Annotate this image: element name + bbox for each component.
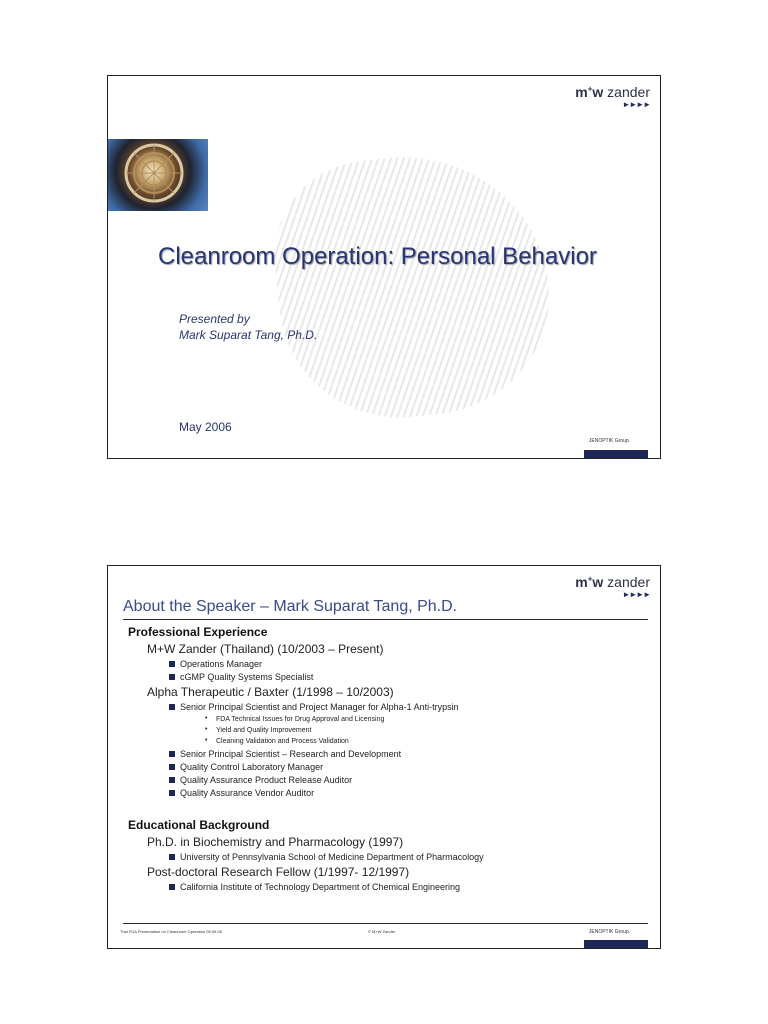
logo-arrows-icon: ►►►► — [622, 100, 650, 109]
jenoptik-group-label: JENOPTIK Group. — [588, 438, 630, 444]
footer-bar — [584, 450, 648, 459]
role-item: Operations Manager — [180, 659, 263, 669]
sub-role-item: • FDA Technical Issues for Drug Approval and Licensing — [216, 716, 384, 723]
degree-item: Ph.D. in Biochemistry and Pharmacology (1997) — [147, 835, 404, 849]
role-item: Senior Principal Scientist and Project Manager for Alpha-1 Anti-trypsin — [180, 702, 459, 712]
jenoptik-group-label: JENOPTIK Group. — [588, 929, 630, 935]
degree-detail: University of Pennsylvania School of Medicine Department of Pharmacology — [180, 852, 484, 862]
role-item: Quality Assurance Product Release Auditor — [180, 775, 353, 785]
footer-divider — [123, 923, 648, 924]
footer-bar — [584, 940, 648, 949]
presentation-date: May 2006 — [179, 420, 232, 434]
footer-copyright: © M+W Zander — [368, 929, 396, 934]
role-item: Quality Assurance Vendor Auditor — [180, 788, 315, 798]
title-divider — [123, 619, 648, 620]
sub-role-item: • Cleaning Validation and Process Validation — [216, 738, 349, 745]
presented-by-label: Presented by — [179, 312, 250, 326]
role-item: Quality Control Laboratory Manager — [180, 762, 324, 772]
footer-left-text: Thai FDA Presentation on Cleanroom Operation 09.05.06 — [120, 929, 222, 934]
logo-arrows-icon: ►►►► — [622, 590, 650, 599]
employer-item: M+W Zander (Thailand) (10/2003 – Present) — [147, 642, 384, 656]
mw-zander-logo: m+w zander ►►►► — [575, 84, 650, 109]
cleanroom-fan-image — [108, 139, 208, 211]
speaker-name: Mark Suparat Tang, Ph.D. — [179, 328, 318, 342]
professional-heading: Professional Experience — [128, 625, 268, 639]
slide-title: About the Speaker – Mark Suparat Tang, Ph.D. — [123, 598, 458, 615]
degree-item: Post-doctoral Research Fellow (1/1997- 12/1997) — [147, 865, 410, 879]
role-item: Senior Principal Scientist – Research and Development — [180, 749, 402, 759]
employer-item: Alpha Therapeutic / Baxter (1/1998 – 10/2003) — [147, 685, 394, 699]
role-item: cGMP Quality Systems Specialist — [180, 672, 314, 682]
presenter-block — [179, 311, 317, 343]
background-pattern — [265, 143, 561, 430]
degree-detail: California Institute of Technology Department of Chemical Engineering — [180, 882, 460, 892]
mw-zander-logo: m+w zander ►►►► — [575, 574, 650, 599]
sub-role-item: • Yield and Quality Improvement — [216, 727, 311, 734]
title-slide — [107, 75, 661, 459]
education-heading: Educational Background — [128, 818, 270, 832]
speaker-slide — [107, 565, 661, 949]
slide-title: Cleanroom Operation: Personal Behavior — [158, 243, 597, 270]
